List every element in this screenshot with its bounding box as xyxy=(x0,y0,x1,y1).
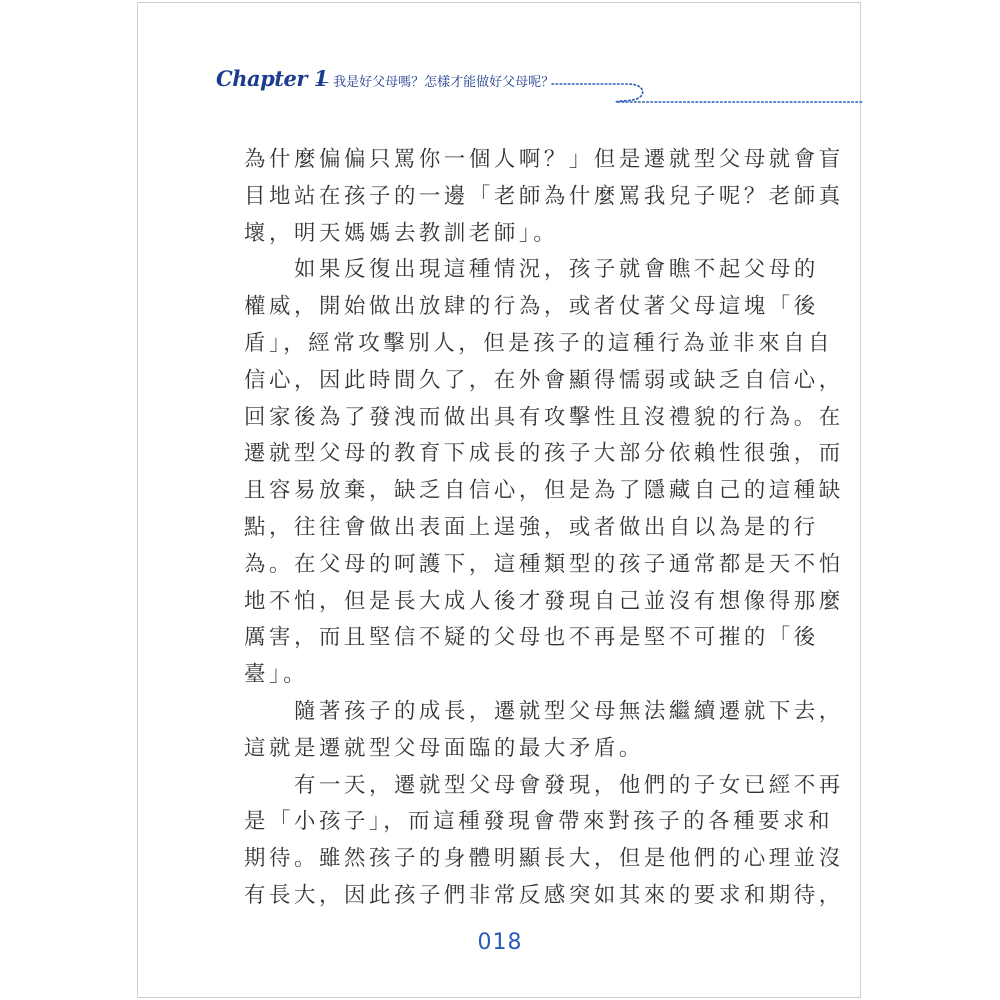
chapter-title: — 我是好父母嗎？怎樣才能做好父母呢？ xyxy=(316,75,555,90)
text-line: 隨著孩子的成長，遷就型父母無法繼續遷就下去， xyxy=(294,698,844,724)
header-dotted-ornament xyxy=(0,0,1000,120)
text-line: 為什麼偏偏只罵你一個人啊？」但是遷就型父母就會盲 xyxy=(244,147,844,172)
body-text xyxy=(244,142,844,915)
text-line: 且容易放棄，缺乏自信心，但是為了隱藏自己的這種缺 xyxy=(244,478,844,504)
text-line: 遷就型父母的教育下成長的孩子大部分依賴性很強，而 xyxy=(244,441,844,467)
text-line: 有一天，遷就型父母會發現，他們的子女已經不再 xyxy=(294,772,844,798)
text-line: 盾」，經常攻擊別人，但是孩子的這種行為並非來自自 xyxy=(244,330,834,356)
text-line: 厲害，而且堅信不疑的父母也不再是堅不可摧的「後 xyxy=(244,625,819,651)
text-line: 如果反復出現這種情況，孩子就會瞧不起父母的 xyxy=(294,257,819,283)
text-line: 臺」。 xyxy=(244,662,309,688)
text-line: 點，往往會做出表面上逞強，或者做出自以為是的行 xyxy=(244,514,819,540)
text-line: 是「小孩子」，而這種發現會帶來對孩子的各種要求和 xyxy=(244,809,834,835)
text-line: 有長大，因此孩子們非常反感突如其來的要求和期待， xyxy=(244,882,844,908)
text-line: 為。在父母的呵護下，這種類型的孩子通常都是天不怕 xyxy=(244,551,844,577)
text-line: 這就是遷就型父母面臨的最大矛盾。 xyxy=(244,735,644,761)
text-line: 權威，開始做出放肆的行為，或者仗著父母這塊「後 xyxy=(244,294,819,320)
text-line: 目地站在孩子的一邊「老師為什麼罵我兒子呢？老師真 xyxy=(244,183,844,209)
text-line: 期待。雖然孩子的身體明顯長大，但是他們的心理並沒 xyxy=(244,846,844,872)
text-line: 壞，明天媽媽去教訓老師」。 xyxy=(244,220,559,246)
text-line: 地不怕，但是長大成人後才發現自己並沒有想像得那麼 xyxy=(244,588,844,614)
text-line: 回家後為了發洩而做出具有攻擊性且沒禮貌的行為。在 xyxy=(244,404,844,430)
text-line: 信心，因此時間久了，在外會顯得懦弱或缺乏自信心， xyxy=(244,367,844,393)
page-number: 018 xyxy=(477,930,523,955)
chapter-label: Chapter 1 xyxy=(216,66,328,91)
